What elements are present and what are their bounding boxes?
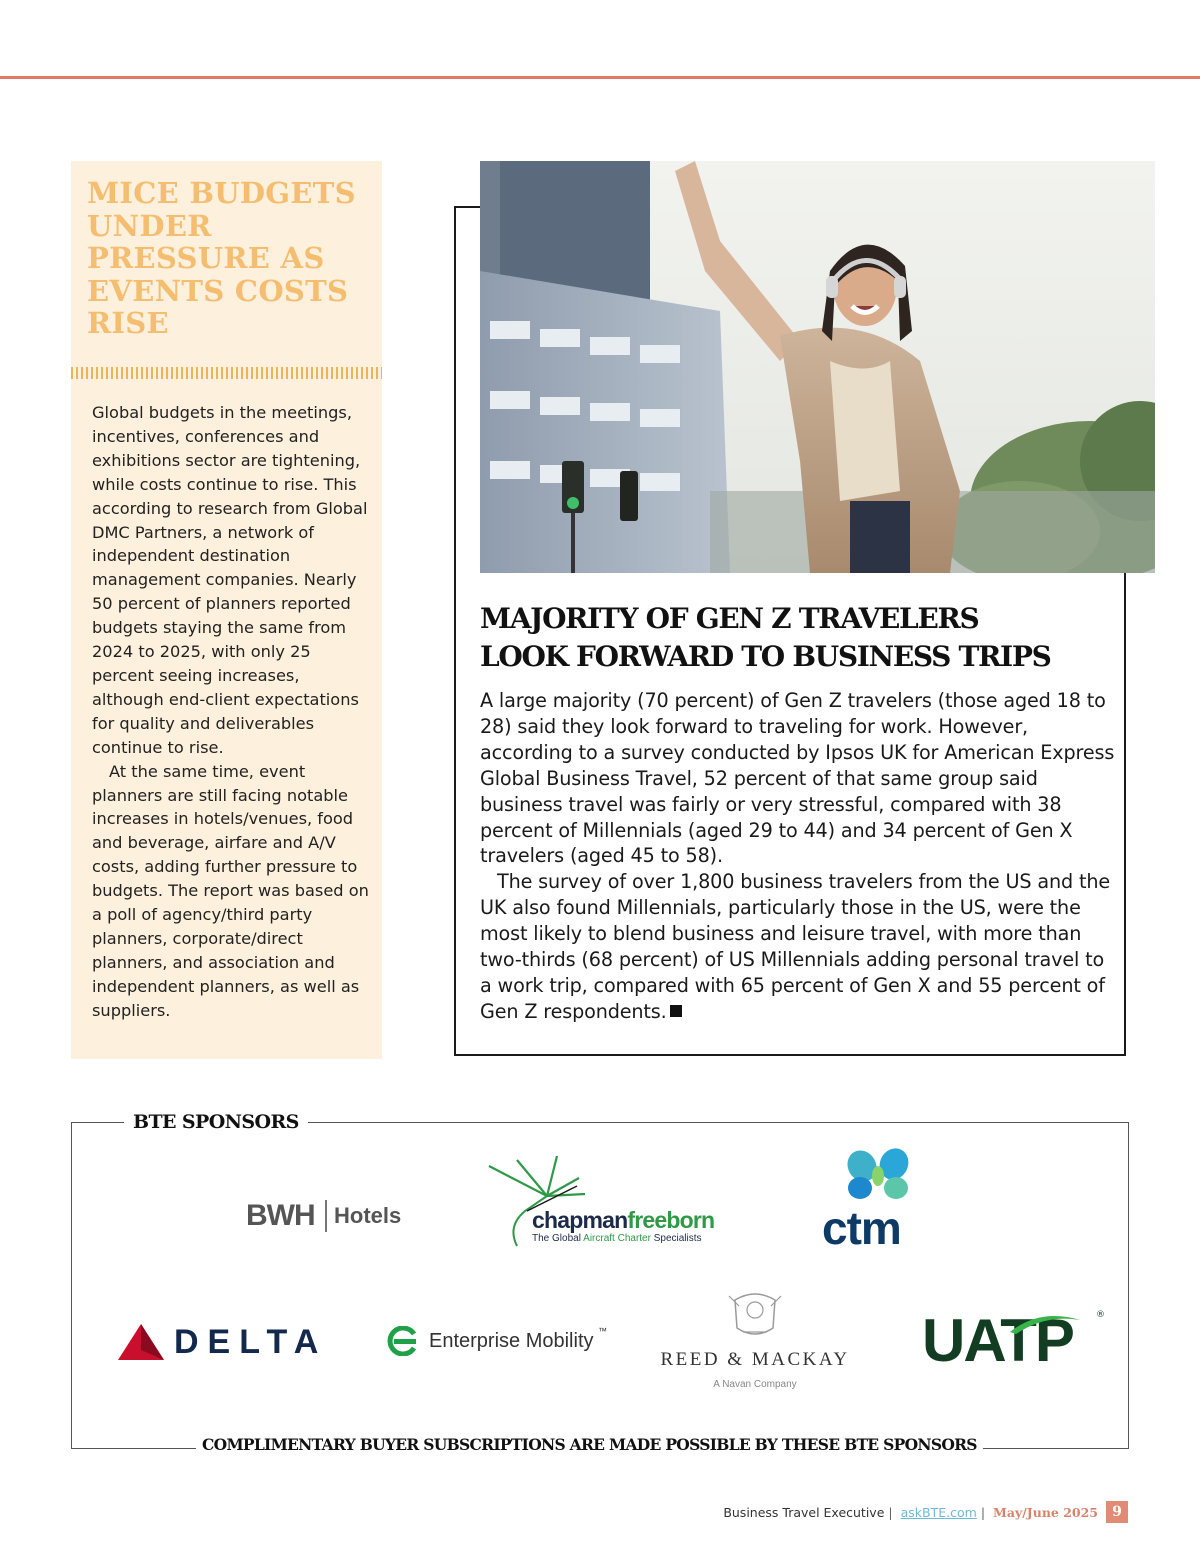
bwh-divider xyxy=(325,1200,327,1232)
ctm-wordmark: ctm xyxy=(822,1202,901,1254)
reed-mackay-wordmark: REED & MACKAY xyxy=(660,1349,850,1370)
chapman-freeborn-logo[interactable] xyxy=(487,1156,727,1251)
delta-widget-icon xyxy=(118,1324,164,1360)
feature-headline xyxy=(480,600,1120,676)
chapman-text: chapman xyxy=(532,1207,628,1233)
chapman-tagline xyxy=(532,1233,702,1245)
delta-logo[interactable] xyxy=(118,1322,338,1362)
freeborn-text: freeborn xyxy=(627,1207,715,1233)
uatp-registered-mark: ® xyxy=(1096,1310,1105,1320)
reed-mackay-subtitle: A Navan Company xyxy=(713,1379,797,1390)
enterprise-wordmark: Enterprise Mobility xyxy=(429,1330,594,1352)
publication-name: Business Travel Executive xyxy=(723,1504,885,1520)
uatp-wordmark: UATP xyxy=(922,1307,1073,1374)
reed-mackay-logo[interactable] xyxy=(655,1288,855,1394)
headline-line: LOOK FORWARD TO BUSINESS TRIPS xyxy=(480,640,1051,673)
chapman-freeborn-wordmark xyxy=(532,1206,714,1234)
sponsors-footer-note: COMPLIMENTARY BUYER SUBSCRIPTIONS ARE MADE POSSIBLE BY THESE BTE SPONSORS xyxy=(196,1433,983,1457)
end-of-article-mark xyxy=(670,1005,682,1017)
uatp-swoosh-icon xyxy=(1010,1312,1080,1334)
issue-date: May/June 2025 xyxy=(993,1504,1098,1520)
delta-wordmark: DELTA xyxy=(174,1323,328,1361)
sidebar-title: MICE BUDGETS UNDER PRESSURE AS EVENTS COSTS RISE xyxy=(87,176,356,340)
sidebar-panel xyxy=(71,161,382,1059)
footer-separator: | xyxy=(980,1504,986,1520)
enterprise-trademark: ™ xyxy=(598,1326,607,1336)
reed-mackay-crest-icon xyxy=(725,1288,785,1340)
uatp-logo[interactable] xyxy=(922,1307,1112,1374)
feature-paragraph: A large majority (70 percent) of Gen Z travelers (those aged 18 to 28) said they look forward to traveling for work. However, according to a survey conducted by Ipsos UK for American Express Global Business Travel, 52 percent of that same group said business travel was fairly or very stressful, compared with 38 percent of Millennials (aged 29 to 44) and 34 percent of Gen X travelers (aged 45 to 58). xyxy=(480,689,1115,868)
sponsors-heading: BTE SPONSORS xyxy=(124,1108,308,1136)
sidebar-paragraph: Global budgets in the meetings, incentives, conferences and exhibitions sector are tightening, while costs continue to rise. This according to research from Global DMC Partners, a network of independent destination management companies. Nearly 50 percent of planners reported budgets staying the same from 2024 to 2025, with only 25 percent seeing increases, although end-client expectations for quality and deliverables continue to rise. xyxy=(92,403,368,757)
page-footer xyxy=(723,1500,1128,1524)
feature-paragraph-text: The survey of over 1,800 business travelers from the US and the UK also found Millennials, particularly those in the US, were the most likely to blend business and leisure travel, with more than two-thirds (68 percent) of US Millennials adding personal travel to a work trip, compared with 65 percent of Gen X and 55 percent of Gen Z respondents. xyxy=(480,870,1111,1023)
decorative-tick-divider xyxy=(71,367,382,379)
ctm-butterfly-icon xyxy=(820,1148,935,1208)
feature-article-body xyxy=(480,688,1116,1025)
traveler-waving-photo xyxy=(480,161,1155,573)
sidebar-article-body xyxy=(92,401,374,1023)
tagline-part: Aircraft Charter xyxy=(583,1233,651,1244)
feature-paragraph xyxy=(480,869,1116,1024)
website-link[interactable]: askBTE.com xyxy=(900,1504,977,1520)
enterprise-e-icon xyxy=(386,1326,420,1356)
headline-line: MAJORITY OF GEN Z TRAVELERS xyxy=(480,602,979,635)
tagline-part: The Global xyxy=(532,1233,584,1244)
ctm-logo[interactable] xyxy=(820,1148,935,1258)
bwh-hotels-text: Hotels xyxy=(334,1203,402,1228)
tagline-part: Specialists xyxy=(650,1233,702,1244)
top-rule xyxy=(0,76,1200,79)
bwh-hotels-logo[interactable] xyxy=(246,1196,416,1236)
footer-separator: | xyxy=(888,1504,893,1520)
page-number-badge: 9 xyxy=(1106,1501,1128,1523)
enterprise-mobility-logo[interactable] xyxy=(386,1324,616,1358)
bwh-wordmark: BWH xyxy=(246,1199,315,1232)
feature-photo xyxy=(480,161,1155,573)
sidebar-paragraph: At the same time, event planners are still facing notable increases in hotels/venues, food and beverage, airfare and A/V costs, adding further pressure to budgets. The report was based on a poll of agency/third party planners, corporate/direct planners, and association and independent planners, as well as suppliers. xyxy=(92,761,369,1020)
